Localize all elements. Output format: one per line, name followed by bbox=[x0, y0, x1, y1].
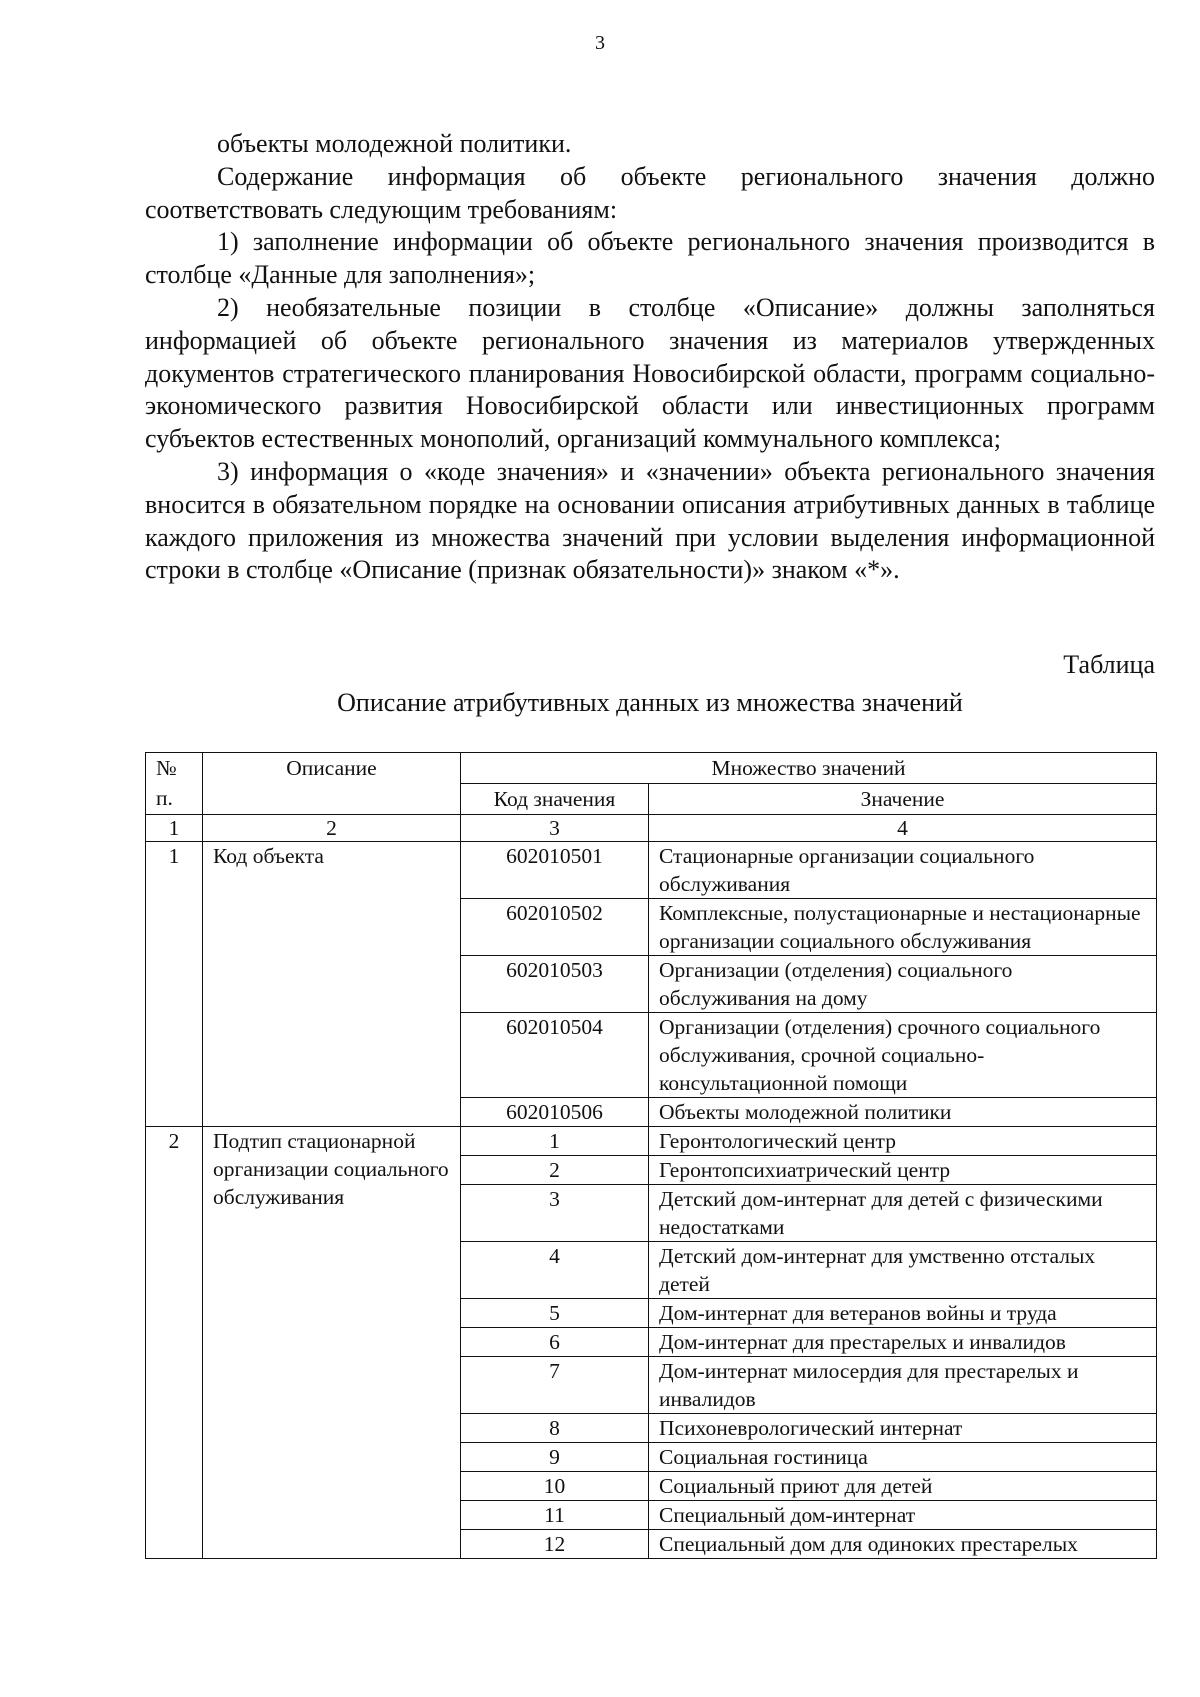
value-code: 4 bbox=[461, 1242, 649, 1299]
value-code: 1 bbox=[461, 1127, 649, 1156]
value-text: Детский дом-интернат для детей с физическими недостатками bbox=[649, 1185, 1157, 1242]
value-code: 5 bbox=[461, 1299, 649, 1328]
value-text: Геронтопсихиатрический центр bbox=[649, 1156, 1157, 1185]
value-code: 10 bbox=[461, 1472, 649, 1501]
row-description: Код объекта bbox=[203, 842, 461, 1127]
value-text: Психоневрологический интернат bbox=[649, 1414, 1157, 1443]
header-value-set: Множество значений bbox=[461, 753, 1157, 784]
value-code: 9 bbox=[461, 1443, 649, 1472]
header-description: Описание bbox=[203, 753, 461, 815]
paragraph-continuation: объекты молодежной политики. bbox=[217, 129, 572, 158]
value-code: 8 bbox=[461, 1414, 649, 1443]
body-text bbox=[145, 128, 1155, 587]
paragraph-requirements: Содержание информация об объекте регионального значения должно соответствовать следующим требованиям: bbox=[145, 161, 1155, 224]
value-text: Организации (отделения) социального обслуживания на дому bbox=[649, 956, 1157, 1013]
paragraph-item-3: 3) информация о «коде значения» и «значении» объекта регионального значения вносится в обязательном порядке на основании описания атрибутивных данных в таблице каждого приложения из множества значений при условии выделения информационной строки в столбце «Описание (признак обязательности)» знаком «*». bbox=[145, 456, 1155, 585]
value-text: Дом-интернат для ветеранов войны и труда bbox=[649, 1299, 1157, 1328]
value-text: Геронтологический центр bbox=[649, 1127, 1157, 1156]
value-code: 6 bbox=[461, 1328, 649, 1357]
header-code: Код значения bbox=[461, 784, 649, 815]
value-text: Детский дом-интернат для умственно отсталых детей bbox=[649, 1242, 1157, 1299]
value-code: 12 bbox=[461, 1530, 649, 1559]
paragraph-item-2: 2) необязательные позиции в столбце «Описание» должны заполняться информацией об объекте регионального значения из материалов утвержденных документов стратегического планирования Новосибирской области, программ социально-экономического развития Новосибирской области или инвестиционных программ субъектов естественных монополий, организаций коммунального комплекса; bbox=[145, 292, 1155, 454]
header-num: № п. bbox=[146, 753, 203, 815]
value-code: 602010502 bbox=[461, 899, 649, 956]
paragraph-item-1: 1) заполнение информации об объекте регионального значения производится в столбце «Данные для заполнения»; bbox=[145, 227, 1155, 290]
value-text: Социальный приют для детей bbox=[649, 1472, 1157, 1501]
table-row bbox=[146, 1127, 1157, 1156]
header-value: Значение bbox=[649, 784, 1157, 815]
row-number: 2 bbox=[146, 1127, 203, 1559]
value-text: Комплексные, полустационарные и нестационарные организации социального обслуживания bbox=[649, 899, 1157, 956]
attribute-table bbox=[145, 752, 1157, 1559]
value-text: Дом-интернат милосердия для престарелых и инвалидов bbox=[649, 1357, 1157, 1414]
page-number: 3 bbox=[595, 32, 605, 54]
value-text: Стационарные организации социального обслуживания bbox=[649, 842, 1157, 899]
column-number: 2 bbox=[203, 815, 461, 842]
value-code: 11 bbox=[461, 1501, 649, 1530]
value-code: 602010503 bbox=[461, 956, 649, 1013]
value-code: 602010501 bbox=[461, 842, 649, 899]
table-title: Описание атрибутивных данных из множества значений bbox=[337, 688, 963, 717]
value-text: Специальный дом-интернат bbox=[649, 1501, 1157, 1530]
column-number-row bbox=[146, 815, 1157, 842]
value-text: Социальная гостиница bbox=[649, 1443, 1157, 1472]
row-number: 1 bbox=[146, 842, 203, 1127]
value-code: 2 bbox=[461, 1156, 649, 1185]
column-number: 4 bbox=[649, 815, 1157, 842]
value-text: Объекты молодежной политики bbox=[649, 1098, 1157, 1127]
value-text: Организации (отделения) срочного социального обслуживания, срочной социально-консультационной помощи bbox=[649, 1013, 1157, 1098]
value-code: 7 bbox=[461, 1357, 649, 1414]
table-header-row bbox=[146, 753, 1157, 784]
column-number: 3 bbox=[461, 815, 649, 842]
table-label: Таблица bbox=[1063, 650, 1155, 679]
column-number: 1 bbox=[146, 815, 203, 842]
value-text: Дом-интернат для престарелых и инвалидов bbox=[649, 1328, 1157, 1357]
attribute-table-body bbox=[146, 753, 1157, 1559]
value-code: 602010506 bbox=[461, 1098, 649, 1127]
value-text: Специальный дом для одиноких престарелых bbox=[649, 1530, 1157, 1559]
value-code: 602010504 bbox=[461, 1013, 649, 1098]
value-code: 3 bbox=[461, 1185, 649, 1242]
table-row bbox=[146, 842, 1157, 899]
row-description: Подтип стационарной организации социального обслуживания bbox=[203, 1127, 461, 1559]
